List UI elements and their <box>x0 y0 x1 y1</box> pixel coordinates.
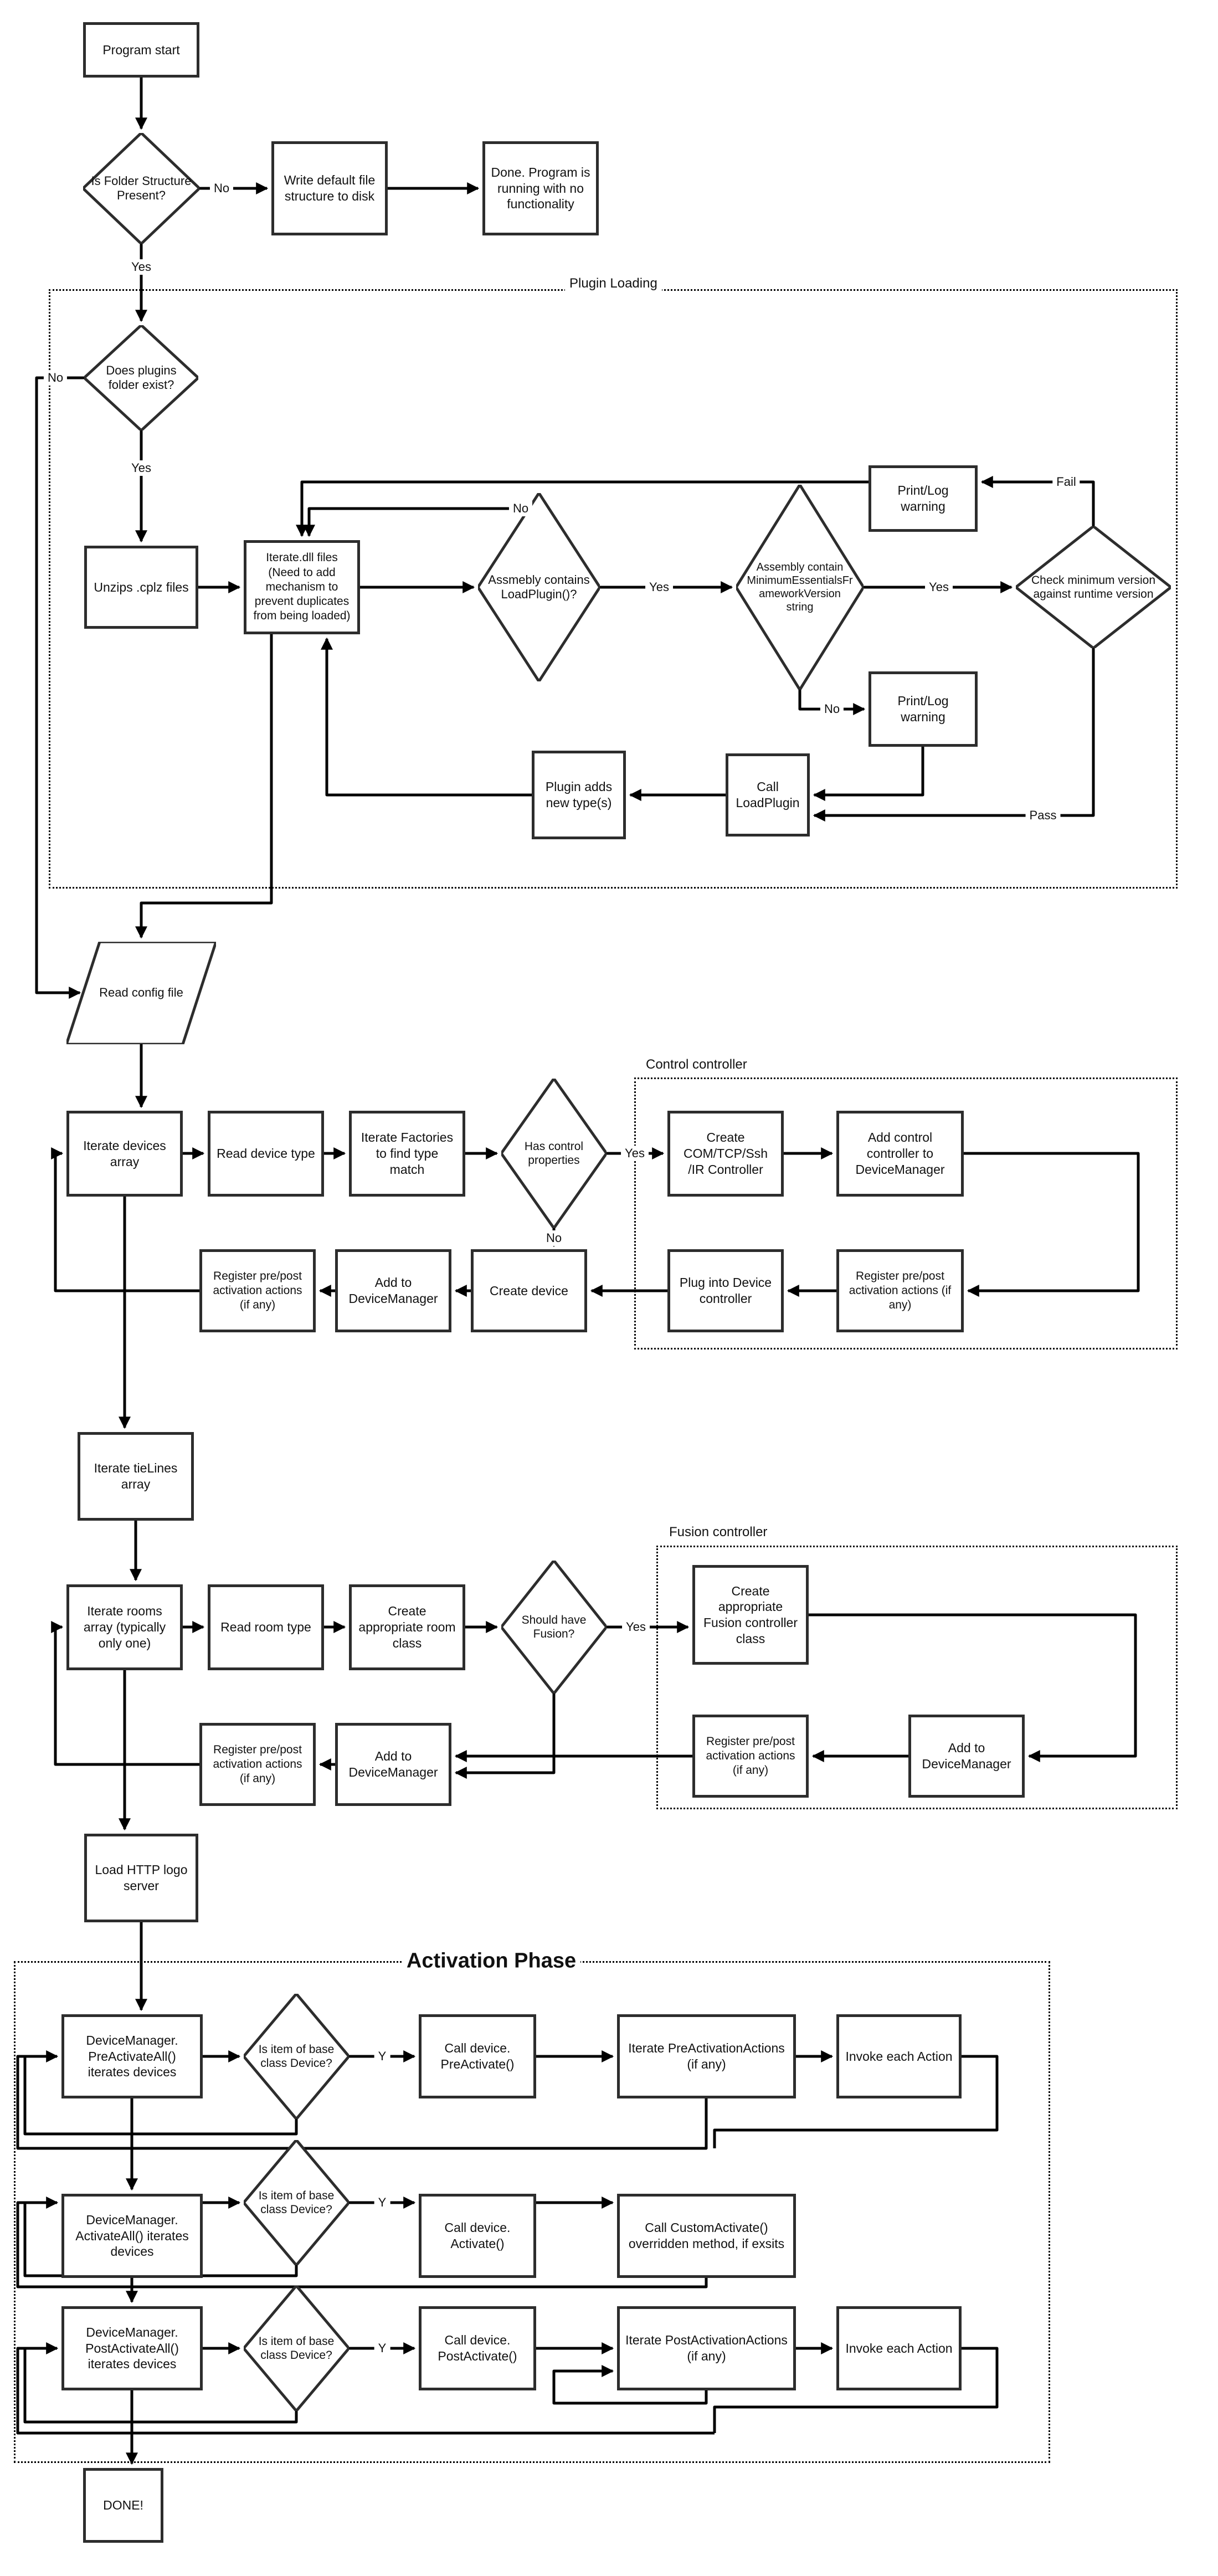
edge-label-y-postactivate: Y <box>374 2341 390 2356</box>
node-label: Iterate PostActivationActions (if any) <box>625 2333 788 2363</box>
node-call-postactivate <box>419 2306 536 2390</box>
node-program-start <box>83 22 199 78</box>
node-create-device <box>471 1249 587 1332</box>
decision-is-base-class-device-2 <box>244 2140 349 2265</box>
decision-label: Is item of base class Device? <box>258 2189 335 2216</box>
node-create-fusion-controller <box>692 1565 809 1665</box>
node-print-log-warning-top <box>868 465 978 532</box>
node-label: Create device <box>490 1283 568 1298</box>
decision-does-plugins-folder-exist <box>84 325 198 430</box>
node-label: Call device. PreActivate() <box>440 2041 515 2071</box>
node-create-room-class <box>349 1584 465 1670</box>
node-label: Add to DeviceManager <box>348 1275 438 1306</box>
node-done <box>83 2468 163 2543</box>
node-label: Call device. Activate() <box>444 2220 511 2251</box>
group-title-fusion-controller: Fusion controller <box>665 1525 772 1540</box>
node-dm-postactivateall <box>61 2306 203 2390</box>
node-label: Plug into Device controller <box>679 1275 772 1306</box>
node-write-default-structure <box>271 141 388 235</box>
node-plug-into-device-controller <box>667 1249 784 1332</box>
node-iterate-devices <box>66 1111 183 1197</box>
node-label: Register pre/post activation actions (if any) <box>213 1269 302 1312</box>
node-label: Load HTTP logo server <box>95 1862 188 1893</box>
decision-should-have-fusion <box>501 1561 607 1694</box>
node-invoke-each-action-2 <box>836 2306 962 2390</box>
edge-label-no-minversion: No <box>820 701 844 717</box>
decision-has-control-properties <box>501 1079 607 1228</box>
node-register-prepost-fusion <box>692 1715 809 1798</box>
node-label: Iterate tieLines array <box>94 1461 178 1491</box>
node-iterate-rooms <box>66 1584 183 1670</box>
node-dm-preactivateall <box>61 2014 203 2098</box>
node-label: Iterate.dll files (Need to add mechanism to prevent duplicates from being loaded) <box>253 551 351 623</box>
node-label: Iterate devices array <box>83 1138 166 1169</box>
edge-label-yes-folder: Yes <box>127 259 155 275</box>
node-label: Read room type <box>220 1620 311 1635</box>
node-label: Print/Log warning <box>897 694 949 724</box>
decision-assembly-contains-loadplugin <box>478 493 600 681</box>
node-label: DeviceManager. ActivateAll() iterates devices <box>75 2212 189 2259</box>
decision-label: Check minimum version against runtime version <box>1031 573 1156 601</box>
node-load-http-logo-server <box>84 1834 198 1922</box>
decision-assembly-contains-minimum-version <box>736 485 864 690</box>
edge-label-no-control: No <box>542 1230 566 1246</box>
node-label: DeviceManager. PreActivateAll() iterates devices <box>86 2033 178 2080</box>
node-label: Add to DeviceManager <box>348 1749 438 1779</box>
edge-label-pass: Pass <box>1026 808 1061 823</box>
node-label: Done. Program is running with no functionality <box>491 165 590 212</box>
node-done-no-functionality <box>482 141 599 235</box>
node-plugin-adds-types <box>532 751 626 839</box>
edge-label-no-folder: No <box>210 181 233 196</box>
node-label: DONE! <box>103 2498 143 2513</box>
edge-label-yes-loadplugin: Yes <box>645 579 673 595</box>
edge-label-fail: Fail <box>1052 474 1080 490</box>
group-title-activation-phase: Activation Phase <box>402 1949 580 1973</box>
decision-label: Does plugins folder exist? <box>106 363 177 392</box>
node-register-prepost-rooms <box>199 1723 316 1806</box>
node-print-log-warning-bottom <box>868 671 978 747</box>
node-label: Add to DeviceManager <box>922 1741 1011 1771</box>
edge-label-yes-fusion: Yes <box>622 1619 650 1635</box>
node-label: Iterate Factories to find type match <box>361 1130 454 1177</box>
decision-label: Should have Fusion? <box>521 1613 587 1640</box>
decision-is-base-class-device-1 <box>244 1994 349 2119</box>
node-call-activate <box>419 2194 536 2278</box>
node-call-customactivate <box>617 2194 796 2278</box>
edge-label-no-loadplugin: No <box>509 501 532 516</box>
node-add-to-devicemanager-devices <box>335 1249 451 1332</box>
node-label: Call device. PostActivate() <box>438 2333 517 2363</box>
node-label: DeviceManager. PostActivateAll() iterates devices <box>85 2324 179 2372</box>
node-label: Call LoadPlugin <box>736 779 800 810</box>
node-label: Create COM/TCP/Ssh /IR Controller <box>683 1130 768 1177</box>
group-title-control-controller: Control controller <box>641 1057 752 1073</box>
decision-label: Is item of base class Device? <box>258 2043 335 2070</box>
node-label: Plugin adds new type(s) <box>545 779 613 810</box>
decision-label: Has control properties <box>524 1140 584 1167</box>
node-register-prepost-control <box>836 1249 964 1332</box>
node-read-device-type <box>208 1111 324 1197</box>
node-label: Register pre/post activation actions (if any) <box>706 1735 795 1777</box>
node-invoke-each-action-1 <box>836 2014 962 2098</box>
node-iterate-factories <box>349 1111 465 1197</box>
node-label: Create appropriate room class <box>358 1604 456 1650</box>
node-call-preactivate <box>419 2014 536 2098</box>
node-unzips-cplz <box>84 546 198 629</box>
node-add-to-devicemanager-fusion <box>908 1715 1025 1798</box>
node-label: Print/Log warning <box>897 483 949 514</box>
node-label: Read device type <box>217 1146 315 1161</box>
node-label: Call CustomActivate() overridden method, if exsits <box>628 2220 785 2251</box>
node-read-room-type <box>208 1584 324 1670</box>
node-label: Register pre/post activation actions (if any) <box>849 1269 952 1312</box>
edge-label-yes-control: Yes <box>621 1146 649 1161</box>
node-label: Write default file structure to disk <box>284 173 376 203</box>
decision-label: Is item of base class Device? <box>258 2334 335 2362</box>
node-dm-activateall <box>61 2194 203 2278</box>
node-add-control-controller <box>836 1111 964 1197</box>
node-label: Program start <box>102 42 180 57</box>
node-label: Read config file <box>99 986 183 1000</box>
node-label: Invoke each Action <box>845 2049 953 2064</box>
edge-label-y-preactivate: Y <box>374 2049 390 2064</box>
edge-label-yes-minversion: Yes <box>925 579 953 595</box>
node-iterate-preactivationactions <box>617 2014 796 2098</box>
node-call-loadplugin <box>726 753 810 837</box>
decision-is-base-class-device-3 <box>244 2286 349 2411</box>
node-iterate-dll <box>244 540 360 634</box>
node-label: Iterate PreActivationActions (if any) <box>628 2041 785 2071</box>
decision-label: Assembly contain MinimumEssentialsFrameworkVersion string <box>747 561 853 613</box>
node-iterate-tielines <box>78 1432 194 1521</box>
node-iterate-postactivationactions <box>617 2306 796 2390</box>
node-label: Add control controller to DeviceManager <box>855 1130 945 1177</box>
edge-label-yes-plugins: Yes <box>127 460 155 476</box>
edge-label-no-plugins: No <box>44 370 67 386</box>
node-label: Register pre/post activation actions (if any) <box>213 1743 302 1785</box>
group-title-plugin-loading: Plugin Loading <box>565 276 662 291</box>
node-register-prepost-devices <box>199 1249 316 1332</box>
node-add-to-devicemanager-rooms <box>335 1723 451 1806</box>
node-label: Iterate rooms array (typically only one) <box>83 1604 166 1650</box>
node-read-config-file <box>66 942 216 1044</box>
node-label: Create appropriate Fusion controller class <box>703 1583 798 1646</box>
node-label: Invoke each Action <box>845 2341 953 2356</box>
decision-is-folder-structure <box>83 133 199 244</box>
edge-label-y-activate: Y <box>374 2195 390 2210</box>
decision-check-minimum-version <box>1016 526 1171 648</box>
node-label: Unzips .cplz files <box>94 579 189 594</box>
decision-label: Is Folder Structure Present? <box>91 173 192 202</box>
node-create-com-controller <box>667 1111 784 1197</box>
decision-label: Assmebly contains LoadPlugin()? <box>488 572 590 601</box>
